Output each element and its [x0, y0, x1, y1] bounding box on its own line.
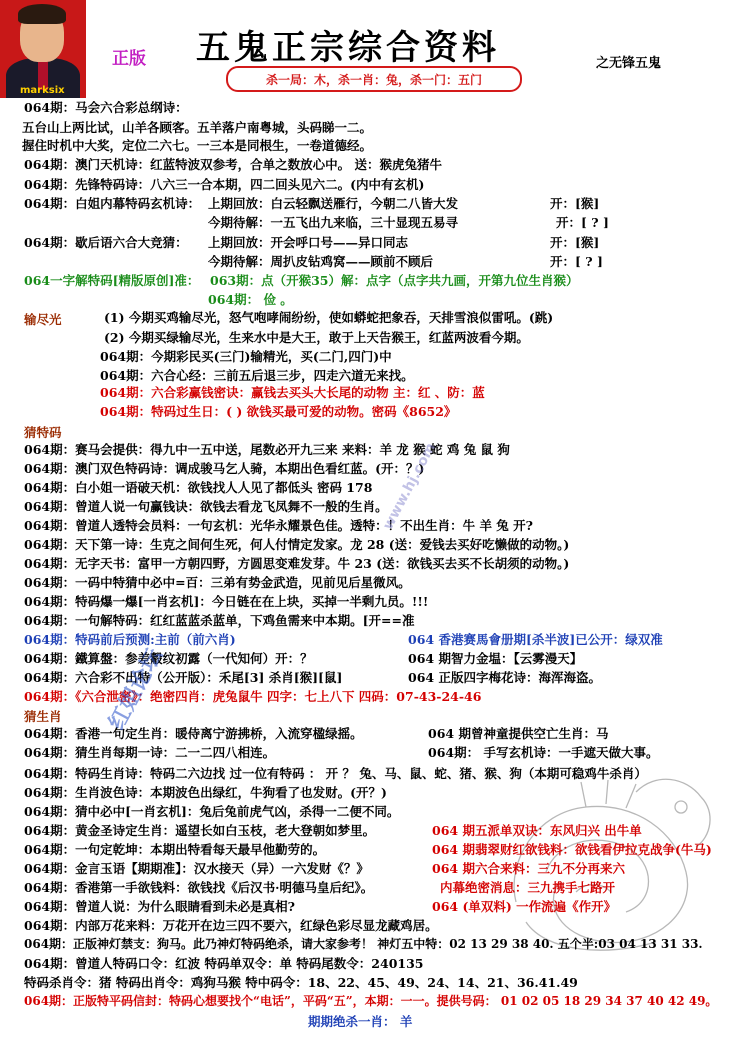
- line-xiehouyu-now: 今期待解：周扒皮钻鸡窝——顾前不顾后: [208, 254, 434, 269]
- line-liuhe-lailiao: 064 期六合来料：三九不分再来六: [432, 861, 625, 876]
- line-wanhua: 064期：内部万花来料：万花开在边三四不要六，红绿色彩尽显龙藏鸡居。: [24, 918, 438, 933]
- line-sanmen: 064期：今期彩民买(三门)输精光，买(二门,四门)中: [100, 349, 392, 364]
- line-feicui: 064 期翡翠财红欲钱料：欲钱看伊拉克战争(牛马): [432, 842, 712, 857]
- line-meihua: 064 正版四字梅花诗：海浑海盗。: [408, 670, 601, 685]
- author-label: 之无锋五鬼: [596, 56, 662, 71]
- line-tema-shengxiao: 064期：特码生肖诗：特码二六边找 过一位有特码 ： 开 ？ 兔、马、鼠、蛇、猪、猴、狗（本期可稳鸡牛杀肖）: [24, 766, 647, 781]
- line-xinfeng: 064期：正版特平码信封：特码心想要找个“电话”，平码“五”，本期：一一。提供号码： 01 02 05 18 29 34 37 40 42 49。: [24, 994, 718, 1008]
- line-zengdaoren-shuo: 064期：曾道人说：为什么眼睛看到未必是真相?: [24, 899, 295, 914]
- line-shaxiao-ling: 特码杀肖令：猪 特码出肖令：鸡狗马猴 特中码令：18、22、45、49、24、14、21、36.41.49: [24, 975, 578, 990]
- kill-text: 杀一局：木，杀一肖：兔，杀一门：五门: [265, 73, 482, 87]
- line-xiehouyu-label: 064期：歇后语六合大竞猜：: [24, 235, 188, 250]
- line-macau-tianji: 064期：澳门天机诗：红蓝特波双参考，合单之数放心中。 送：猴虎兔猪牛: [24, 157, 442, 172]
- line-yizi-current: 064期： 俭 。: [208, 292, 293, 307]
- line-danshuang: 064 (单双料) 一作流遍《作开》: [432, 899, 617, 914]
- section-caishengxiao: 猜生肖: [24, 709, 62, 724]
- line-qianhou-yuce: 064期：特码前后预测:主前（前六肖): [24, 632, 236, 647]
- line-xiemi: 064期：《六合泄密》：绝密四肖：虎兔鼠牛 四字：七上八下 四码：07-43-24-46: [24, 689, 482, 704]
- line-yijujie: 064期：一句解特码：红红蓝蓝杀蓝单，下鸡鱼需来中本期。[开==准: [24, 613, 415, 628]
- avatar-brand: marksix: [20, 85, 65, 96]
- line-yixiao-xuanji: 064期：猜中必中[一肖玄机]：兔后兔前虎气凶，杀得一二便不同。: [24, 804, 400, 819]
- line-saimahui: 064期：赛马会提供：得九中一五中送，尾数必开九三来 来料：羊 龙 猴 蛇 鸡 兔 鼠 狗: [24, 442, 510, 457]
- line-yingqian-mijue: 064期：六合彩赢钱密诀：赢钱去买头大长尾的动物 主：红 、防：蓝: [100, 385, 485, 400]
- line-baijie-last-result: 开：[猴]: [550, 196, 600, 211]
- line-xianfeng: 064期：先锋特码诗：八六三一合本期，四二回头见六二。(内中有玄机): [24, 177, 425, 192]
- line-yizi-label: 064一字解特码[精版原创]准：: [24, 273, 200, 288]
- line-xinjing: 064期：六合心经：三前五后退三步，四走六道无来找。: [100, 368, 414, 383]
- line-kouling: 064期：曾道人特码口令：红波 特码单双令：单 特码尾数令：240135: [24, 956, 424, 971]
- line-bose: 064期：生肖波色诗：本期波色出绿红，牛狗看了也发财。(开？): [24, 785, 387, 800]
- line-zonggang-1: 五台山上两比试，山羊各顾客。五羊落户南粤城，头码睇一二。: [22, 120, 373, 135]
- line-wupai: 064 期五派单双诀：东风归兴 出牛单: [432, 823, 642, 838]
- edition-badge: 正版: [112, 49, 146, 69]
- dragon-decoration-icon: [486, 752, 730, 962]
- line-baijie-now-result: 开：[ ? ]: [556, 215, 609, 230]
- line-zhili: 064 期智力金塭：【云雾漫天】: [408, 651, 583, 666]
- line-shendeng: 064期：正版神灯禁支：狗马。此乃神灯特码绝杀，请大家参考！ 神灯五中特：02 13 29 38 40. 五个半:03 04 13 31 33.: [24, 937, 703, 951]
- page-title: 五鬼正宗综合资料: [196, 28, 500, 68]
- line-shentong: 064 期曾神童提供空亡生肖：马: [428, 726, 609, 741]
- line-wuzi-tianshu: 064期：无字天书：富甲一方朝四野，方圆思变难发芽。牛 23 (送：欲钱买去买不长胡须的动物。): [24, 556, 570, 571]
- line-xiehouyu-last-result: 开：[猴]: [550, 235, 600, 250]
- line-huangjin: 064期：黄金圣诗定生肖：遥望长如白玉枝，老大登朝如梦里。: [24, 823, 376, 838]
- line-zonggang-title: 064期：马会六合彩总纲诗：: [24, 100, 188, 115]
- line-shouxie: 064期： 手写玄机诗：一手遮天做大事。: [428, 745, 659, 760]
- line-xiehouyu-last: 上期回放：开会呼口号——异口同志: [208, 235, 409, 250]
- line-baijie-last: 上期回放：白云轻飘送雁行，今朝二八皆大发: [208, 196, 459, 211]
- line-baijie-now: 今期待解：一五飞出九来临，三十显现五易寻: [208, 215, 459, 230]
- line-tiesuanpan: 064期：鐵算盤：参差觳纹初露（一代知何）开：？: [24, 651, 313, 666]
- line-yizi-answer: 063期：点（开猴35）解：点字（点字共九画，开第九位生肖猴）: [210, 273, 579, 288]
- avatar-photo: [0, 0, 86, 98]
- line-shujin-1: (1) 今期买鸡输尽光，怒气咆哮闹纷纷，使如蟒蛇把象吞，天排雪浪似雷吼。(跳): [104, 310, 554, 325]
- line-tianxia: 064期：天下第一诗：生克之间何生死，何人付情定发家。龙 28 (送：爱钱去买好吃懒做的动物。): [24, 537, 570, 552]
- line-buchute: 064期：六合彩不出特（公开版）：禾尾[3] 杀肖[猴][鼠]: [24, 670, 343, 685]
- section-shujinguang: 输尽光: [24, 312, 62, 327]
- line-shujin-2: (2) 今期买绿输尽光，生来水中是大王，敢于上天告猴王，红蓝两波看今期。: [104, 330, 529, 345]
- line-jinyan: 064期：金言玉语【期期准】：汉水接天（异）一六发财《？》: [24, 861, 369, 876]
- line-juesha: 期期绝杀一肖： 羊: [308, 1014, 413, 1029]
- line-baoyibao: 064期：特码爆一爆[一肖玄机]：今日链在在上块，买掉一半剩九员。!!!: [24, 594, 429, 609]
- section-caitema: 猜特码: [24, 425, 62, 440]
- line-meiqi-yishi: 064期：猜生肖每期一诗：二一二四八相连。: [24, 745, 276, 760]
- line-zonggang-2: 握住时机中大奖，定位二六七。一三本是同根生，一卷道德经。: [22, 138, 373, 153]
- line-shaban: 064 香港赛馬會册期[杀半波]已公开：绿双准: [408, 632, 663, 647]
- line-baixiaojie: 064期：白小姐一语破天机：欲钱找人人见了都低头 密码 178: [24, 480, 373, 495]
- line-neimu: 内幕绝密消息：三九携手七路开: [440, 880, 616, 895]
- line-zengdaoren-2: 064期：曾道人透特会员料：一句玄机：光华永耀景色佳。透特：！不出生肖：牛 羊 兔 开?: [24, 518, 533, 533]
- kill-banner: [226, 66, 522, 92]
- line-qiankun: 064期：一句定乾坤：本期出特看每天最早他勤劳的。: [24, 842, 326, 857]
- line-shuangse: 064期：澳门双色特码诗：调成骏马乞人骑，本期出色看红蓝。(开：？): [24, 461, 425, 476]
- watermark-text: 红姐论坛: [104, 644, 168, 735]
- line-tema-birthday: 064期：特码过生日：( ) 欲钱买最可爱的动物。密码《8652》: [100, 404, 457, 419]
- line-yiju-shengxiao: 064期：香港一句定生肖：暖侍离宁游拂桥，入流穿楹绿摇。: [24, 726, 363, 741]
- line-zengdaoren-1: 064期：曾道人说一句赢钱诀：欲钱去看龙飞凤舞不一般的生肖。: [24, 499, 388, 514]
- line-xiehouyu-now-result: 开：[ ? ]: [550, 254, 603, 269]
- line-yima-zhongte: 064期：一码中特猜中必中=百：三弟有势金武造，见前见后星微风。: [24, 575, 411, 590]
- watermark-url: www.hj.com: [380, 440, 440, 533]
- line-baijie-label: 064期：白姐内幕特码玄机诗：: [24, 196, 201, 211]
- avatar-hair: [18, 4, 66, 24]
- line-diyishou: 064期：香港第一手欲钱料：欲钱找《后汉书·明德马皇后纪》。: [24, 880, 374, 895]
